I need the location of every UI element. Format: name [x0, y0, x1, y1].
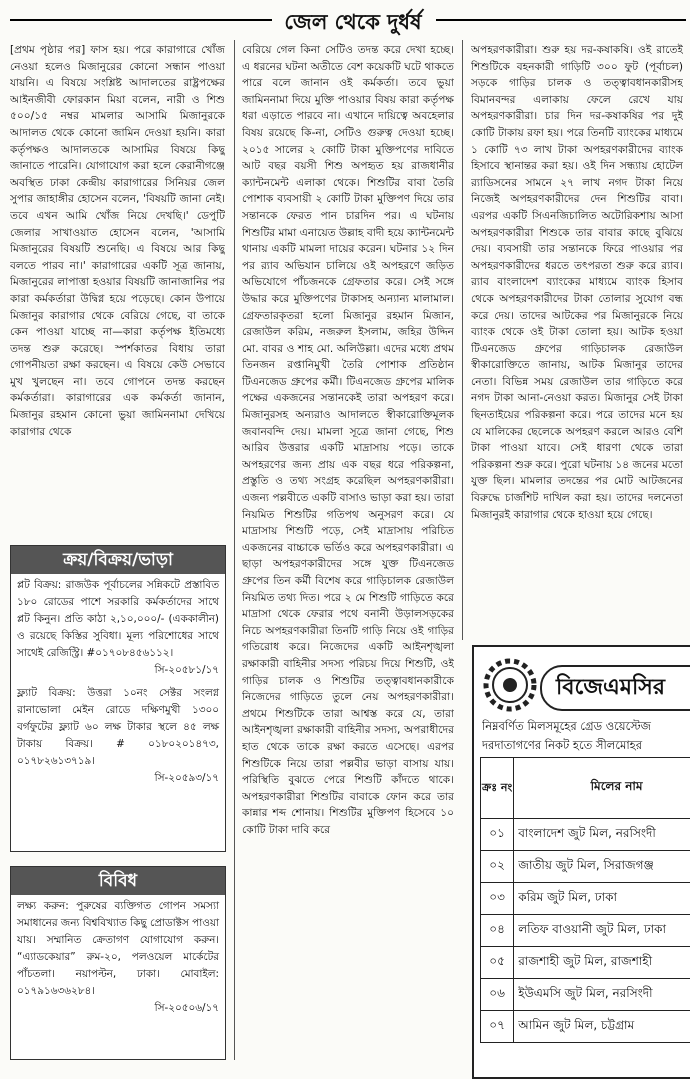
mill-no: ০৪ — [481, 915, 514, 947]
classified-misc-box — [10, 866, 226, 1060]
classified-item — [17, 577, 219, 679]
misc-ref: সি-২০৫০৬/১৭ — [17, 1000, 219, 1017]
article-text-1: [প্রথম পৃষ্ঠার পর] ফাস হয়। পরে কারাগারে খোঁজ নেওয়া হলেও মিজানুরের কোনো সন্ধান পাওয়া যায়নি। এ বিষয়ে সংশ্লিষ্ট আদালতের রাষ্ট্রপক্ষের আইনজীবী ফোরকান মিয়া বলেন, নারী ও শিশু ৫০০/১৫ নম্বর মামলার আসামি মিজানুরকে আদালত থেকে কোনো জামিন দেওয়া হয়নি। কারা কর্তৃপক্ষও আদালতকে আসামির বিষয়ে কিছু জানাতে পারেনি। যোগাযোগ করা হলে কেরানীগঞ্জে অবস্থিত ঢাকা কেন্দ্রীয় কারাগারের সিনিয়র জেল সুপার জাহাঙ্গীর হোসেন বলেন, 'বিষয়টি জানা নেই। তবে এখন আমি খোঁজ নিয়ে দেখছি।' ডেপুটি জেলার সাখাওয়াত হোসেন বলেন, 'আসামি মিজানুরের বিষয়টি শুনেছি। এ বিষয়ে আর কিছু বলতে পারব না।' কারাগারের একটি সূত্র জানায়, মিজানুরের লাপাত্তা হওয়ার বিষয়টি জানাজানির পর কারা কর্মকর্তারা উদ্বিগ্ন হয়ে পড়েছে। কোন উপায়ে মিজানুর কারাগার থেকে বেরিয়ে গেছে, বা তাকে কেন পাওয়া যাচ্ছে না—কারা কর্তৃপক্ষ ইতিমধ্যে তদন্ত শুরু করেছে। স্পর্শকাতর বিধায় তারা গোপনীয়তা রক্ষা করছেন। এ বিষয়ে কেউ সেভাবে মুখ খুলছেন না। তবে গোপনে তদন্ত করছেন কর্মকর্তারা। কারাগারের এক কর্মকর্তা জানান, মিজানুর রহমান কোনো ভুয়া জামিননামা দেখিয়ে কারাগার থেকে — [10, 42, 225, 440]
ad-intro-line: দরদাতাগণের নিকট হতে সীলমোহর — [482, 736, 690, 755]
mill-no: ০৭ — [481, 1011, 514, 1043]
table-row — [481, 915, 690, 947]
mill-no: ০৫ — [481, 947, 514, 979]
classified-buy-sell-box — [10, 545, 226, 852]
table-row — [481, 883, 690, 915]
mill-no: ০২ — [481, 851, 514, 883]
classified-item-ref: সি-২০৫৮১/১৭ — [17, 662, 219, 679]
column-divider — [234, 40, 235, 1060]
section-header — [0, 0, 690, 40]
mill-no: ০১ — [481, 819, 514, 851]
section-title: জেল থেকে দুর্ধর্ষ — [278, 6, 428, 41]
table-row — [481, 1011, 690, 1043]
article-column-3 — [471, 42, 683, 637]
bjmc-gear-logo-icon — [482, 657, 538, 713]
misc-title: বিবিধ — [11, 867, 225, 895]
table-row — [481, 851, 690, 883]
article-column-1 — [10, 42, 225, 537]
classified-item — [17, 685, 219, 787]
mill-no: ০৬ — [481, 979, 514, 1011]
header-rule-left — [10, 19, 272, 21]
article-column-2 — [242, 42, 454, 1062]
header-rule-right — [436, 19, 686, 21]
bjmc-banner: বিজেএমসির — [540, 665, 690, 711]
col-header-no: ক্রঃ নং — [481, 758, 514, 819]
ad-intro — [482, 717, 690, 755]
classified-title: ক্রয়/বিক্রয়/ভাড়া — [11, 546, 225, 574]
ad-intro-line: নিম্নবর্ণিত মিলসমূহের গ্রেড ওয়েস্টেজ — [482, 717, 690, 736]
article-text-2: বেরিয়ে গেল কিনা সেটিও তদন্ত করে দেখা হচ্ছে। এ ধরনের ঘটনা অতীতে বেশ কয়েকটি ঘটে থাকতে পারে বলে জানান ওই কর্মকর্তা। তবে ভুয়া জামিননামা দিয়ে মুক্তি পাওয়ার বিষয় কারা কর্তৃপক্ষ ধরা এড়াতে পারবে না। এখানে দায়িত্বে অবহেলার বিষয় রয়েছে কি-না, সেটিও গুরুত্ব দেওয়া হচ্ছে। ২০১৫ সালের ২ কোটি টাকা মুক্তিপণের দাবিতে আট বছর বয়সী শিশু অপহৃত হয় রাজধানীর ক্যান্টনমেন্ট এলাকা থেকে। শিশুটির বাবা তৈরি পোশাক ব্যবসায়ী ২ কোটি টাকা মুক্তিপণ দিয়ে তার সন্তানকে ফেরত পান চারদিন পর। এ ঘটনায় শিশুটির মামা এনায়েত উল্লাহ বাদী হয়ে ক্যান্টনমেন্ট থানায় একটি মামলা দায়ের করেন। ঘটনার ১২ দিন পর র‍্যাব অভিযান চালিয়ে ওই অপহরণে জড়িত অভিযোগে পাঁচজনকে গ্রেফতার করে। সেই সঙ্গে উদ্ধার করে মুক্তিপণের টাকাসহ অন্যান্য মালামাল। গ্রেফতারকৃতরা হলো মিজানুর রহমান মিজান, রেজাউল করিম, নজরুল ইসলাম, জহির উদ্দিন মো. বাবর ও শাহ মো. অলিউল্লা। এদের মধ্যে প্রথম তিনজন রপ্তানিমুখী তৈরি পোশাক প্রতিষ্ঠান টিএনজেড গ্রুপের কর্মী। টিএনজেড গ্রুপের মালিক পক্ষের একজনের সন্তানকেই তারা অপহরণ করে। মিজানুরসহ অন্যরাও আদালতে স্বীকারোক্তিমূলক জবানবন্দি দেয়। মামলা সূত্রে জানা গেছে, শিশু আরিব উত্তরার একটি মাদ্রাসায় পড়ে। তাকে অপহরণের জন্য প্রায় এক বছর ধরে পরিকল্পনা, প্রস্তুতি ও তথ্য সংগ্রহ করেছিল অপহরণকারীরা। এজন্য পল্লবীতে একটি বাসাও ভাড়া করা হয়। তারা নিয়মিত শিশুটির গতিপথ অনুসরণ করে। যে মাদ্রাসায় শিশুটি পড়ে, সেই মাদ্রাসায় পরিচিত একজনের বাচ্চাকে ভর্তিও করে অপহরণকারীরা। এ ছাড়া অপহরণকারীদের সঙ্গে যুক্ত টিএনজেড গ্রুপের তিন কর্মী বিশেষ করে গাড়িচালক রেজাউল নিয়মিত তথ্য দিত। পরে ২ মে শিশুটি গাড়িতে করে মাদ্রাসা থেকে ফেরার পথে বনানী উড়ালসড়কের নিচে অপহরণকারীরা তিনটি গাড়ি নিয়ে ওই গাড়ির গতিরোধ করে। নিজেদের একটি আইনশৃঙ্খলা রক্ষাকারী বাহিনীর সদস্য পরিচয় দিয়ে শিশুটি, ওই গাড়ির চালক ও শিশুটির তত্ত্বাবধানকারীকে নিজেদের গাড়িতে তুলে নেয় অপহরণকারীরা। প্রথমে শিশুটিকে তারা আশ্বস্ত করে যে, তারা আইনশৃঙ্খলা রক্ষাকারী বাহিনীর সদস্য, অপরাধীদের হাত থেকে তাকে রক্ষা করতে এসেছে। এরপর শিশুটিকে নিয়ে তারা পল্লবীর ভাড়া বাসায় যায়। পরিস্থিতি বুঝতে পেরে শিশুটি কাঁদতে থাকে। অপহরণকারীরা শিশুটির বাবাকে ফোন করে তার কান্নার শব্দ শোনায়। শিশুটির মুক্তিপণ হিসেবে ১০ কোটি টাকা দাবি করে — [242, 42, 454, 839]
misc-text: লক্ষ্য করুন: পুরুষের ব্যক্তিগত গোপন সমস্যা সমাধানের জন্য বিশ্ববিখ্যাত কিছু প্রোডাক্টস পাওয়া যায়। সম্মানিত ক্রেতাগণ যোগাযোগ করুন। “এ্যাডকেয়ার” রুম-২০, পলওয়েল মার্কেটের পাঁচতলা। নয়াপল্টন, ঢাকা। মোবাইল: ০১৭৯১৬৩৬২৮৪। — [17, 898, 219, 1000]
col-header-name: মিলের নাম — [514, 758, 690, 819]
mill-name: লতিফ বাওয়ানী জুট মিল, ঢাকা — [514, 915, 690, 947]
classified-item-ref: সি-২০৫৯৩/১৭ — [17, 770, 219, 787]
mill-name: বাংলাদেশ জুট মিল, নরসিংদী — [514, 819, 690, 851]
classified-item-text: প্লট বিক্রয়: রাজউক পূর্বাচলের সন্নিকটে প্রস্তাবিত ১৮০ রোডের পাশে সরকারি কর্মকর্তাদের সাথে প্লট কিনুন। প্রতি কাঠা ২,১০,০০০/- (এককালীন) ও রয়েছে কিস্তির সুবিধা। মূল্য পরিশোধের সাথে সাথেই রেজিস্ট্রি। #০১৭০৮৪৫৬১১২। — [17, 577, 219, 662]
mill-name: করিম জুট মিল, ঢাকা — [514, 883, 690, 915]
bjmc-advertisement — [472, 645, 690, 1079]
mill-name: আমিন জুট মিল, চট্টগ্রাম — [514, 1011, 690, 1043]
table-row — [481, 979, 690, 1011]
mill-name: রাজশাহী জুট মিল, রাজশাহী — [514, 947, 690, 979]
table-row — [481, 819, 690, 851]
classified-item-text: ফ্ল্যাট বিক্রয়: উত্তরা ১০নং সেক্টর সংলগ্ন রানাভোলা মেইন রোডে দক্ষিণমুখী ১৩০০ বর্গফুটের ফ্ল্যাট ৬০ লক্ষ টাকার স্থলে ৪৫ লক্ষ টাকায় বিক্রয়। # ০১৮০২০১৪৭৩, ০১৭৮২৬১৩৭১৯। — [17, 685, 219, 770]
mill-name: জাতীয় জুট মিল, সিরাজগঞ্জ — [514, 851, 690, 883]
article-text-3: অপহরণকারীরা। শুরু হয় দর-কষাকষি। ওই রাতেই শিশুটিকে বহনকারী গাড়িটি ৩০০ ফুট (পূর্বাচল) সড়কে গাড়ির চালক ও তত্ত্বাবধানকারীসহ বিমানবন্দর এলাকায় ফেলে রেখে যায় অপহরণকারীরা। চার দিন দর-কষাকষির পর দুই কোটি টাকায় রফা হয়। পরে তিনটি ব্যাংকের মাধ্যমে ১ কোটি ৭৩ লাখ টাকা অপহরণকারীদের ব্যাংক হিসাবে স্থানান্তর করা হয়। ওই দিন সন্ধ্যায় হোটেল র‍্যাডিসনের সামনে ২৭ লাখ নগদ টাকা নিয়ে নিজেই অপহরণকারীদের দেন শিশুটির বাবা। এরপর একটি সিএনজিচালিত অটোরিকশায় আসা অপহরণকারীরা শিশুকে তার বাবার কাছে বুঝিয়ে দেয়। ব্যবসায়ী তার সন্তানকে ফিরে পাওয়ার পর অপহরণকারীদের ধরতে তৎপরতা শুরু করে র‍্যাব। র‍্যাব বাংলাদেশ ব্যাংকের মাধ্যমে ব্যাংক হিসাব থেকে অপহরণকারীদের টাকা তোলার সুযোগ বন্ধ করে দেয়। তাদের আটকের পর মিজানুরকে নিয়ে ব্যাংক থেকে ওই টাকা তোলা হয়। আটক হওয়া টিএনজেড গ্রুপের গাড়িচালক রেজাউল স্বীকারোক্তিতে জানায়, আটক মিজানুর তাদের নেতা। বিভিন্ন সময় রেজাউল তার গাড়িতে করে নগদ টাকা আনা-নেওয়া করত। মিজানুর সেই টাকা ছিনতাইয়ের পরিকল্পনা করে। পরে তাদের মনে হয় যে মালিকের ছেলেকে অপহরণ করলে আরও বেশি টাকা পাওয়া যাবে। সেই ধারণা থেকে তারা পরিকল্পনা শুরু করে। পুরো ঘটনায় ১৪ জনের মতো যুক্ত ছিল। মামলার তদন্তের পর মোট আটজনের বিরুদ্ধে চার্জশিট দাখিল করা হয়। তাদের দলনেতা মিজানুরই কারাগার থেকে হাওয়া হয়ে গেছে। — [471, 42, 683, 523]
table-row — [481, 947, 690, 979]
column-divider — [462, 40, 463, 640]
mill-table — [480, 757, 690, 1043]
mill-table-header — [481, 758, 690, 819]
mill-name: ইউএমসি জুট মিল, নরসিংদী — [514, 979, 690, 1011]
mill-no: ০৩ — [481, 883, 514, 915]
